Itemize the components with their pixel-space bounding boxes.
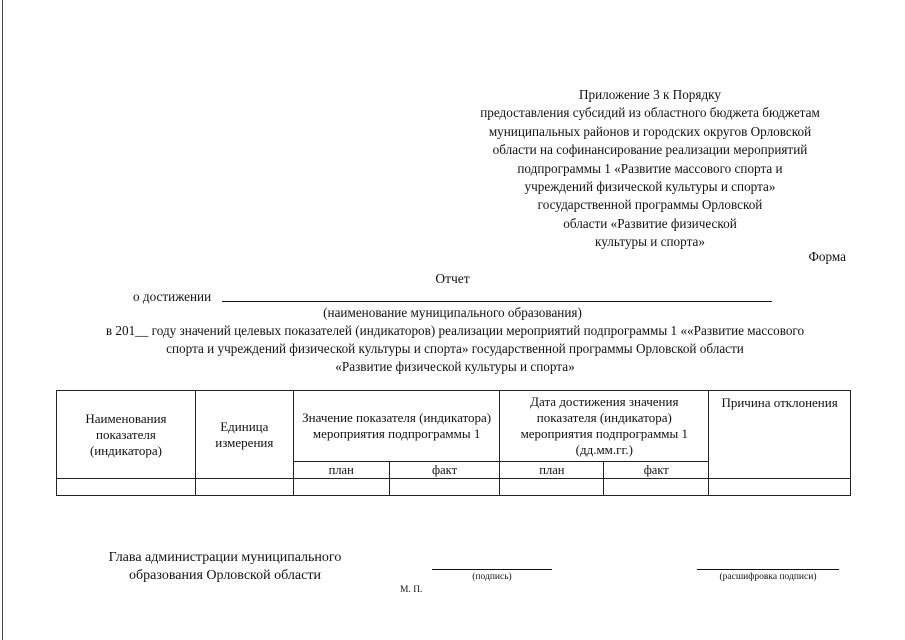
description-line: в 201__ году значений целевых показателей (индикаторов) реализации мероприятий подпрограммы 1 ««Развитие массового xyxy=(105,323,805,338)
report-title: Отчет xyxy=(435,271,470,286)
indicators-table xyxy=(56,390,851,496)
official-position: Глава администрации муниципального образования Орловской области xyxy=(108,550,342,583)
stamp-label: М. П. xyxy=(400,585,423,595)
report-description xyxy=(55,322,855,376)
appendix-line: предоставления субсидий из областного бюджета бюджетам xyxy=(480,105,820,121)
cell-reason[interactable] xyxy=(709,479,851,496)
cell-date-plan[interactable] xyxy=(500,479,604,496)
appendix-line: подпрограммы 1 «Развитие массового спорта и xyxy=(517,160,783,176)
decryption-line[interactable] xyxy=(697,569,839,570)
cell-value-plan[interactable] xyxy=(293,479,389,496)
cell-value-fact[interactable] xyxy=(389,479,500,496)
col-header-name: Наименования показателя (индикатора) xyxy=(57,391,196,479)
sub-header-fact: факт xyxy=(604,462,709,479)
sub-header-plan: план xyxy=(293,462,389,479)
description-line: «Развитие физической культуры и спорта» xyxy=(335,359,575,374)
cell-name[interactable] xyxy=(57,479,196,496)
municipality-caption: (наименование муниципального образования) xyxy=(323,305,582,320)
appendix-line: учреждений физической культуры и спорта» xyxy=(524,179,776,195)
appendix-line: государственной программы Орловской xyxy=(537,197,763,213)
col-header-reason: Причина отклонения xyxy=(709,391,851,479)
description-line: спорта и учреждений физической культуры и спорта» государственной программы Орловской области xyxy=(166,341,744,356)
signature-caption: (подпись) xyxy=(472,572,512,582)
appendix-line: культуры и спорта» xyxy=(595,234,705,250)
signature-line[interactable] xyxy=(432,569,552,570)
col-header-unit: Единица измерения xyxy=(195,391,293,479)
col-header-date: Дата достижения значения показателя (индикатора) мероприятия подпрограммы 1 (дд.мм.гг.) xyxy=(500,391,709,462)
form-label: Форма xyxy=(808,249,846,264)
table-row xyxy=(57,479,851,496)
appendix-line: области на софинансирование реализации мероприятий xyxy=(492,142,808,158)
appendix-line: Приложение 3 к Порядку xyxy=(579,87,721,102)
cell-date-fact[interactable] xyxy=(604,479,709,496)
appendix-line: области «Развитие физической xyxy=(563,215,737,231)
col-header-value: Значение показателя (индикатора) мероприятия подпрограммы 1 xyxy=(293,391,500,462)
appendix-header xyxy=(440,86,860,252)
sub-header-plan: план xyxy=(500,462,604,479)
sub-header-fact: факт xyxy=(389,462,500,479)
about-prefix: о достижении xyxy=(133,289,212,304)
appendix-line: муниципальных районов и городских округов Орловской xyxy=(488,123,812,139)
cell-unit[interactable] xyxy=(195,479,293,496)
municipality-blank-line[interactable] xyxy=(222,301,772,302)
decryption-caption: (расшифровка подписи) xyxy=(719,572,817,582)
